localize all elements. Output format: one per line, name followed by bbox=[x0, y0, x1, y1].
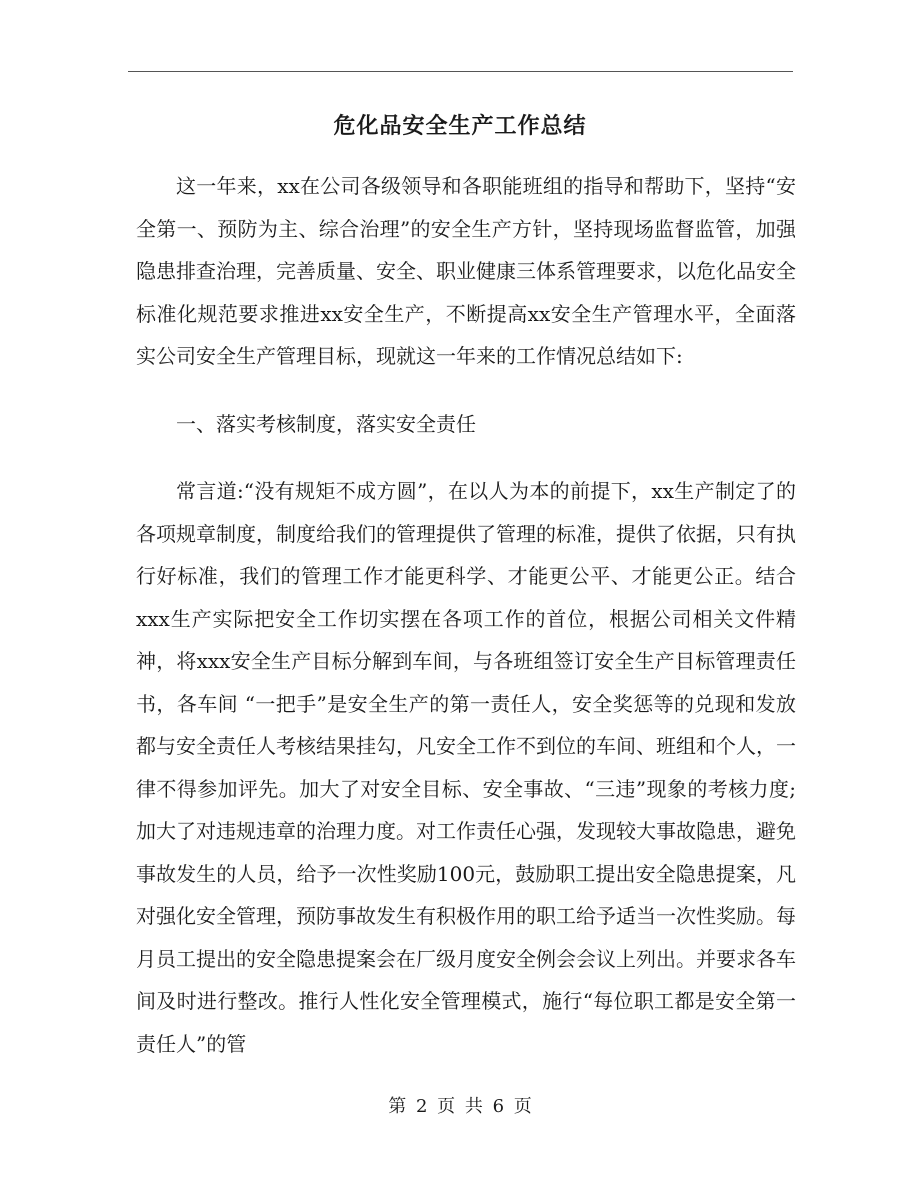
document-title: 危化品安全生产工作总结 bbox=[333, 113, 587, 139]
section-heading: 一、落实考核制度，落实安全责任 bbox=[176, 411, 476, 436]
section-paragraph: 常言道:“没有规矩不成方圆”，在以人为本的前提下，xx生产制定了的各项规章制度，制度给我们的管理提供了管理的标准，提供了依据，只有执行好标准，我们的管理工作才能更科学、才能更公平、才能更公正。结合xxx生产实际把安全工作切实摆在各项工作的首位，根据公司相关文件精神，将xxx安全生产目标分解到车间，与各班组签订安全生产目标管理责任书，各车间 “一把手”是安全生产的第一责任人，安全奖惩等的兑现和发放都与安全责任人考核结果挂勾，凡安全工作不到位的车间、班组和个人，一律不得参加评先。加大了对安全目标、安全事故、“三违”现象的考核力度;加大了对违规违章的治理力度。对工作责任心强，发现较大事故隐患，避免事故发生的人员，给予一次性奖励100元，鼓励职工提出安全隐患提案，凡对强化安全管理，预防事故发生有积极作用的职工给予适当一次性奖励。每月员工提出的安全隐患提案会在厂级月度安全例会会议上列出。并要求各车间及时进行整改。推行人性化安全管理模式，施行“每位职工都是安全第一责任人”的管 bbox=[136, 479, 796, 1056]
document-body bbox=[136, 165, 796, 1065]
page-number-footer: 第 2 页 共 6 页 bbox=[388, 1096, 532, 1117]
header-rule bbox=[128, 71, 793, 72]
intro-paragraph: 这一年来，xx在公司各级领导和各职能班组的指导和帮助下，坚持“安全第一、预防为主、综合治理”的安全生产方针，坚持现场监督监管，加强隐患排查治理，完善质量、安全、职业健康三体系管理要求，以危化品安全标准化规范要求推进xx安全生产，不断提高xx安全生产管理水平，全面落实公司安全生产管理目标，现就这一年来的工作情况总结如下: bbox=[136, 174, 796, 368]
